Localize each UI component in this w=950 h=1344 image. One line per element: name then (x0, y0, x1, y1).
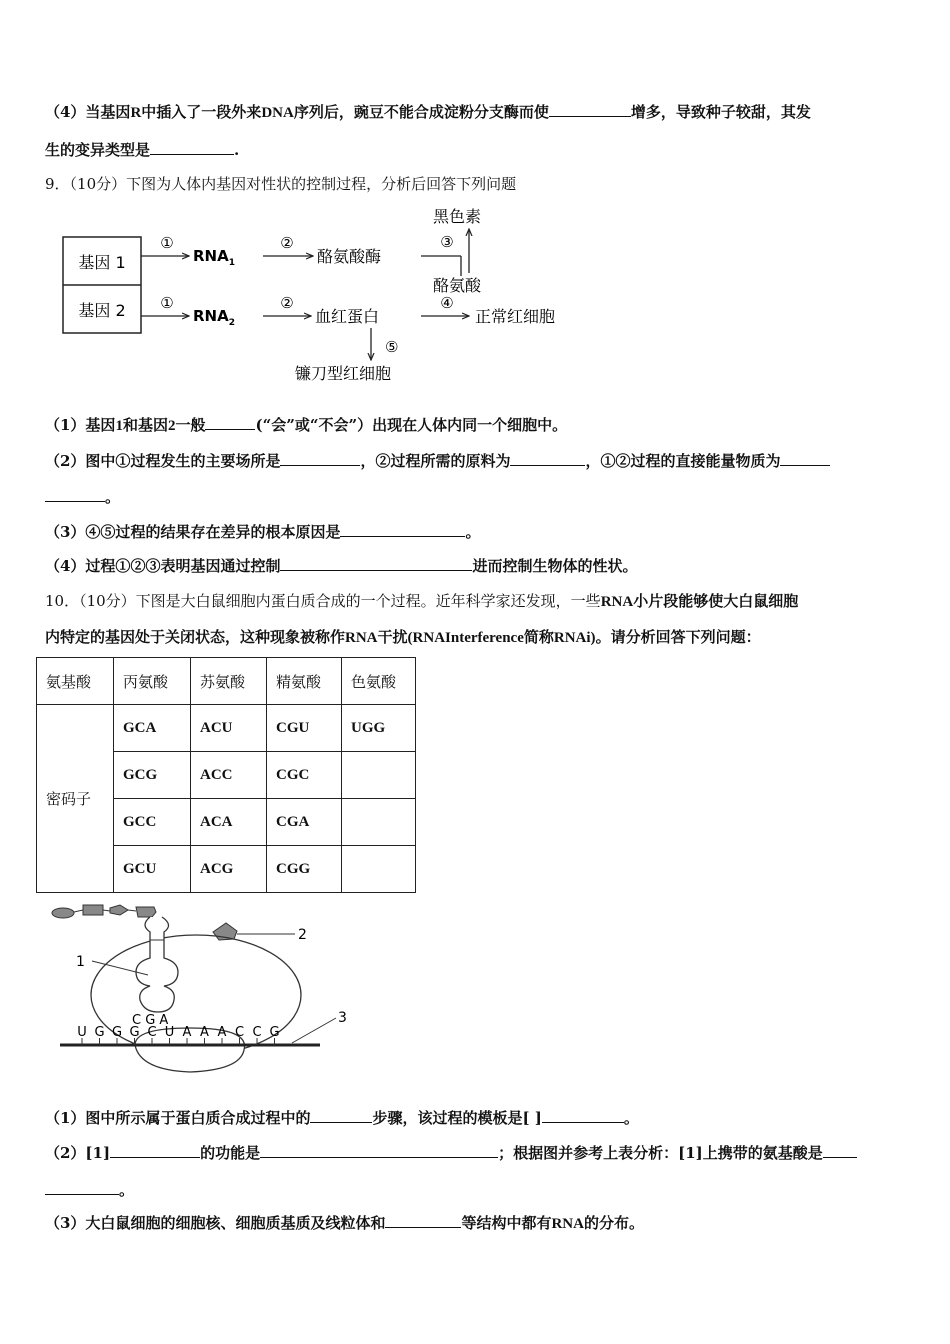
q10-part2-line2: 。 (45, 1180, 134, 1200)
mrna-base: C (252, 1025, 262, 1040)
q9-part1: （1）基因1和基因2一般 (“会”或“不会”）出现在人体内同一个细胞中。 (45, 416, 568, 434)
mrna-base: A (182, 1025, 192, 1040)
tyrosine-label: 酪氨酸 (433, 276, 482, 295)
step5-label: ⑤ (385, 338, 399, 356)
answer-blank[interactable] (549, 102, 631, 117)
trna-shape (136, 917, 178, 1012)
answer-blank[interactable] (510, 451, 585, 466)
table-cell: ACC (191, 752, 267, 799)
gene2-label: 基因 2 (78, 301, 126, 320)
q9-part4: （4）过程①②③表明基因通过控制 进而控制生物体的性状。 (45, 557, 638, 575)
table-cell (342, 752, 416, 799)
mrna-base: C (234, 1025, 245, 1040)
table-header-cell: 色氨酸 (342, 658, 416, 705)
table-header-cell: 丙氨酸 (114, 658, 191, 705)
answer-blank[interactable] (260, 1143, 498, 1158)
table-cell (342, 799, 416, 846)
answer-blank[interactable] (110, 1143, 200, 1158)
q10-header-line1: 10．（10分）下图是大白鼠细胞内蛋白质合成的一个过程。近年科学家还发现，一些RNA小片段能够使大白鼠细胞 (45, 592, 799, 610)
answer-blank[interactable] (45, 487, 105, 502)
q10-part3: （3）大白鼠细胞的细胞核、细胞质基质及线粒体和 等结构中都有RNA的分布。 (45, 1214, 644, 1232)
rna2-label: $RNA_2$ (193, 307, 235, 328)
gene1-label: 基因 1 (78, 253, 126, 272)
anticodon-label: C G A (132, 1013, 169, 1028)
normal-rbc-label: 正常红细胞 (475, 307, 556, 326)
enzyme-label: 酪氨酸酶 (317, 247, 382, 266)
melanin-label: 黑色素 (433, 207, 482, 226)
label-2: 2 (298, 927, 307, 943)
answer-blank[interactable] (205, 415, 255, 430)
answer-blank[interactable] (280, 451, 360, 466)
table-header-row (37, 658, 416, 705)
amino-acid-shape (52, 908, 74, 918)
rna1-label: $RNA_1$ (193, 247, 235, 268)
step2-label: ② (280, 234, 294, 252)
amino-acid-shape (136, 907, 156, 917)
mrna-base: G (269, 1025, 280, 1040)
table-cell (342, 846, 416, 893)
row-label-cell: 密码子 (37, 705, 114, 893)
table-cell: CGG (267, 846, 342, 893)
hemoglobin-label: 血红蛋白 (315, 307, 380, 326)
answer-blank[interactable] (310, 1108, 372, 1123)
codon-table (36, 657, 416, 893)
table-cell: CGA (267, 799, 342, 846)
q9-header: 9．（10分）下图为人体内基因对性状的控制过程，分析后回答下列问题 (45, 175, 517, 193)
mrna-base: C (147, 1025, 157, 1040)
q9-part2-line2: 。 (45, 487, 120, 507)
step4-label: ④ (440, 294, 454, 312)
gene-control-diagram (55, 200, 615, 390)
table-cell: ACU (191, 705, 267, 752)
mrna-base: U (164, 1025, 175, 1040)
mrna-base: G (94, 1025, 105, 1040)
q8-part4-line2: 生的变异类型是 . (45, 141, 240, 159)
answer-blank[interactable] (45, 1180, 119, 1195)
table-cell: GCC (114, 799, 191, 846)
mrna-base: A (217, 1025, 227, 1040)
answer-blank[interactable] (340, 522, 465, 537)
label-3: 3 (338, 1010, 347, 1026)
table-row (37, 705, 416, 752)
table-cell: GCU (114, 846, 191, 893)
mrna-base: U (77, 1025, 87, 1040)
mrna-base: G (111, 1025, 123, 1040)
table-cell: CGU (267, 705, 342, 752)
table-cell: GCG (114, 752, 191, 799)
answer-blank[interactable] (823, 1143, 857, 1158)
step3-label: ③ (440, 233, 454, 251)
table-cell: UGG (342, 705, 416, 752)
table-header-cell: 精氨酸 (267, 658, 342, 705)
q9-part3: （3）④⑤过程的结果存在差异的根本原因是 。 (45, 523, 481, 541)
q10-part1: （1）图中所示属于蛋白质合成过程中的 步骤，该过程的模板是[ ] 。 (45, 1109, 639, 1127)
table-cell: ACG (191, 846, 267, 893)
sickle-rbc-label: 镰刀型红细胞 (295, 364, 392, 383)
mrna-base: A (200, 1025, 209, 1040)
q8-part4-line1: （4）当基因R中插入了一段外来DNA序列后，豌豆不能合成淀粉分支酶而使 增多，导致种子较甜，其发 (45, 103, 811, 121)
step2b-label: ② (280, 294, 294, 312)
label-1: 1 (76, 954, 85, 970)
amino-acid-shape (110, 905, 128, 915)
table-header-cell: 苏氨酸 (191, 658, 267, 705)
answer-blank[interactable] (780, 451, 830, 466)
translation-figure (40, 900, 370, 1085)
answer-blank[interactable] (542, 1108, 624, 1123)
answer-blank[interactable] (280, 556, 472, 571)
q10-header-line2: 内特定的基因处于关闭状态，这种现象被称作RNA干扰(RNAInterference简称RNAi)。请分析回答下列问题： (45, 628, 761, 646)
answer-blank[interactable] (150, 140, 234, 155)
table-header-cell: 氨基酸 (37, 658, 114, 705)
step1-label: ① (160, 234, 174, 252)
table-cell: GCA (114, 705, 191, 752)
amino-acid-shape (83, 905, 103, 915)
mrna-base: G (129, 1025, 140, 1040)
step1b-label: ① (160, 294, 174, 312)
table-cell: CGC (267, 752, 342, 799)
table-cell: ACA (191, 799, 267, 846)
q9-part2-line1: （2）图中①过程发生的主要场所是 ，②过程所需的原料为 ，①②过程的直接能量物质为 (45, 451, 830, 471)
answer-blank[interactable] (385, 1213, 461, 1228)
q10-part2-line1: （2）[1] 的功能是 ；根据图并参考上表分析：[1]上携带的氨基酸是 (45, 1143, 857, 1163)
